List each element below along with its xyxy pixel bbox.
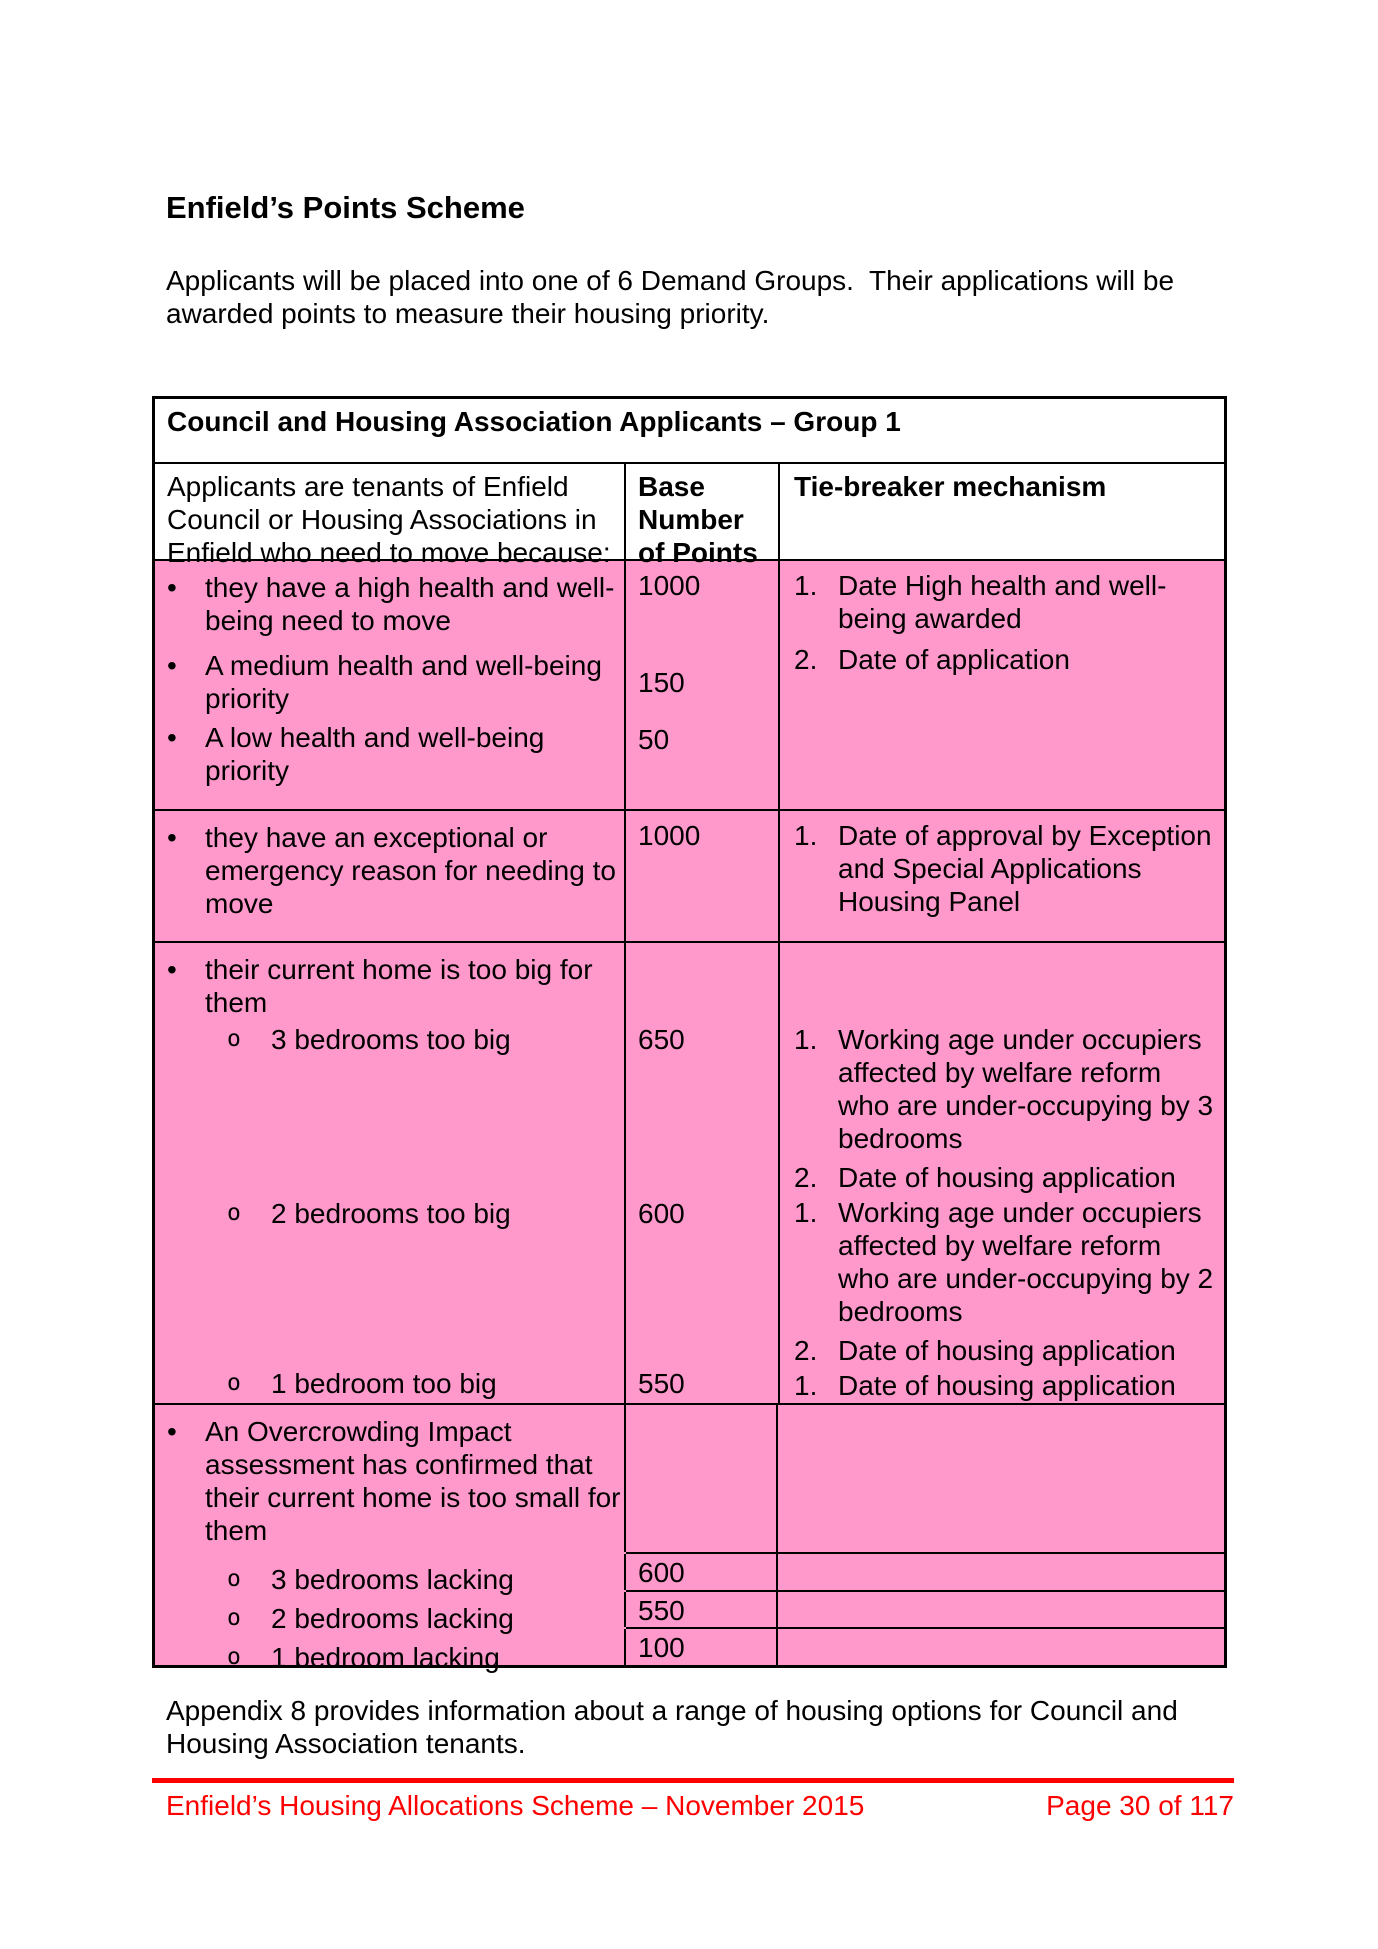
overcrowding-points-grid <box>626 1405 1224 1665</box>
empty-tiebreaker-cell <box>778 1554 1224 1590</box>
table-title-row <box>155 399 1224 462</box>
numbered-item: 1. Date of housing application <box>794 1370 1176 1401</box>
empty-tiebreaker-cell <box>778 1629 1224 1665</box>
page-footer <box>166 1789 1234 1822</box>
circle-bullet-icon: o <box>227 1200 241 1226</box>
bullet-icon: • <box>167 650 177 681</box>
list-item: • An Overcrowding Impact assessment has confirmed that their current home is too small for them <box>167 1416 621 1546</box>
bullet-icon: • <box>167 822 177 853</box>
bullet-icon: • <box>167 572 177 603</box>
sub-list-item: o 1 bedroom lacking <box>227 1642 500 1673</box>
criteria-cell <box>155 1405 626 1673</box>
circle-bullet-icon: o <box>227 1566 241 1592</box>
bullet-icon: • <box>167 954 177 985</box>
list-item: • A medium health and well-being priority <box>167 650 602 714</box>
numbered-item: 2. Date of housing application <box>794 1335 1176 1366</box>
table-row-too-big <box>155 941 1224 1403</box>
footer-document-title: Enfield’s Housing Allocations Scheme – November 2015 <box>166 1790 865 1821</box>
bullet-icon: • <box>167 1416 177 1447</box>
numbered-item: 1. Date High health and well-being awarded <box>794 570 1167 634</box>
criteria-cell <box>155 943 626 1403</box>
points-value: 600 <box>638 1198 685 1229</box>
numbered-item: 1. Working age under occupiers affected by welfare reform who are under-occupying by 3 bedrooms <box>794 1024 1214 1154</box>
circle-bullet-icon: o <box>227 1370 241 1396</box>
bullet-icon: • <box>167 722 177 753</box>
circle-bullet-icon: o <box>227 1644 241 1670</box>
tiebreaker-cell <box>780 811 1224 941</box>
empty-tiebreaker-cell <box>778 1592 1224 1628</box>
points-sub-row <box>626 1552 1224 1590</box>
circle-bullet-icon: o <box>227 1605 241 1631</box>
points-table <box>152 396 1227 1673</box>
points-value: 1000 <box>638 570 701 601</box>
circle-bullet-icon: o <box>227 1026 241 1052</box>
list-item: • their current home is too big for them <box>167 954 593 1018</box>
sub-list-item: o 1 bedroom too big <box>227 1368 497 1399</box>
tiebreaker-cell <box>780 561 1224 809</box>
header-tiebreaker: Tie-breaker mechanism <box>794 471 1107 502</box>
points-sub-row <box>626 1590 1224 1628</box>
points-value: 550 <box>624 1592 778 1628</box>
footer-page-number: Page 30 of 117 <box>1046 1790 1234 1821</box>
sub-list-item: o 3 bedrooms lacking <box>227 1564 514 1595</box>
points-value: 100 <box>624 1629 778 1665</box>
points-value: 1000 <box>638 820 701 851</box>
points-value: 150 <box>638 667 685 698</box>
list-item: • they have an exceptional or emergency reason for needing to move <box>167 822 616 919</box>
points-value: 550 <box>638 1368 685 1399</box>
criteria-cell <box>155 561 626 809</box>
intro-paragraph: Applicants will be placed into one of 6 Demand Groups. Their applications will be awarded points to measure their housing priority. <box>166 265 1182 329</box>
table-header-row <box>155 462 1224 568</box>
list-item: • they have a high health and well-being need to move <box>167 572 615 636</box>
points-cell <box>626 811 780 941</box>
empty-cells <box>626 1405 1224 1552</box>
sub-list-item: o 2 bedrooms lacking <box>227 1603 514 1634</box>
tiebreaker-cell <box>780 943 1224 1403</box>
table-row-overcrowding <box>155 1403 1224 1673</box>
criteria-cell <box>155 811 626 941</box>
header-criteria: Applicants are tenants of Enfield Council or Housing Associations in Enfield who need to move because: <box>155 464 626 559</box>
points-value: 650 <box>638 1024 685 1055</box>
points-sub-row <box>626 1627 1224 1665</box>
table-title: Council and Housing Association Applicants – Group 1 <box>167 406 901 437</box>
points-cell <box>626 943 780 1403</box>
list-item: • A low health and well-being priority <box>167 722 545 786</box>
points-cell <box>626 561 780 809</box>
sub-list-item: o 3 bedrooms too big <box>227 1024 511 1055</box>
numbered-item: 1. Working age under occupiers affected by welfare reform who are under-occupying by 2 bedrooms <box>794 1197 1214 1327</box>
table-row-exceptional <box>155 809 1224 941</box>
sub-list-item: o 2 bedrooms too big <box>227 1198 511 1229</box>
footer-rule <box>152 1778 1234 1783</box>
page-title: Enfield’s Points Scheme <box>166 190 525 225</box>
header-base-points: Base Number of Points <box>626 464 780 559</box>
points-value: 600 <box>624 1554 778 1590</box>
table-row-health <box>155 559 1224 809</box>
appendix-note: Appendix 8 provides information about a range of housing options for Council and Housing Association tenants. <box>166 1695 1178 1759</box>
numbered-item: 2. Date of housing application <box>794 1162 1176 1193</box>
points-value: 50 <box>638 724 670 755</box>
numbered-item: 1. Date of approval by Exception and Special Applications Housing Panel <box>794 820 1212 917</box>
numbered-item: 2. Date of application <box>794 644 1070 675</box>
